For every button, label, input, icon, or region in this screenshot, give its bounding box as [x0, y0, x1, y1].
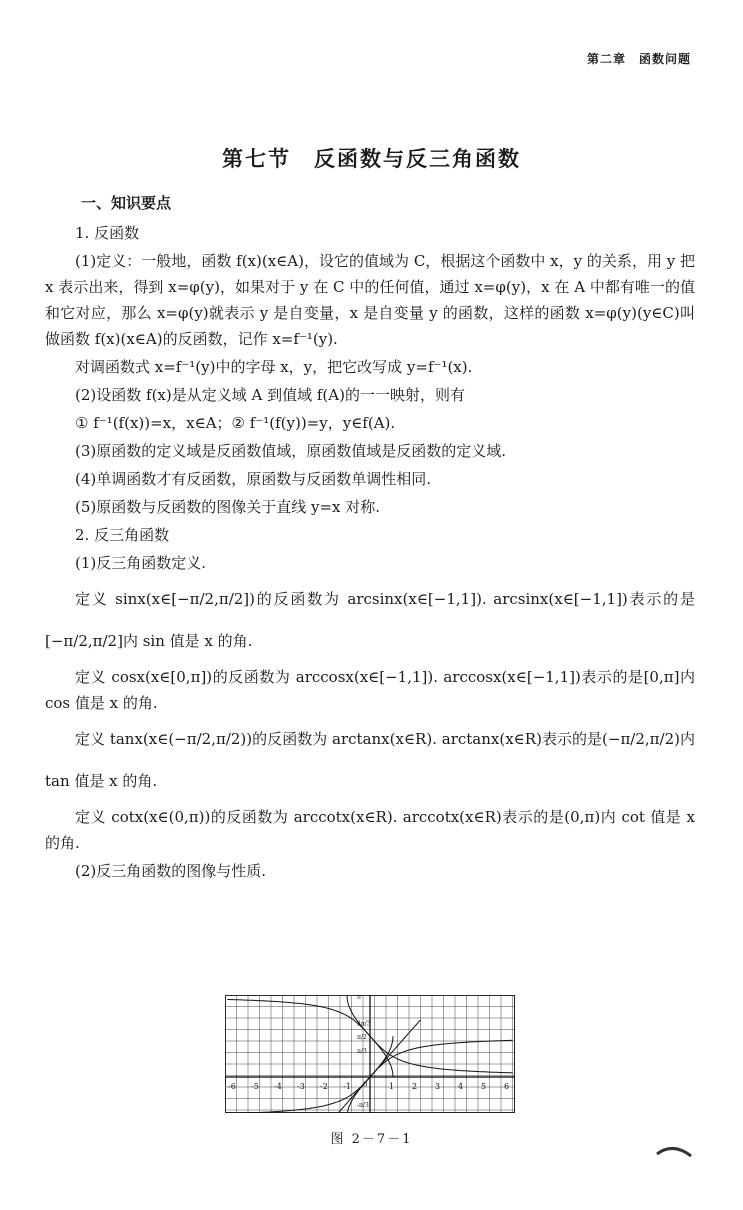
x-tick-label: -2 [320, 1082, 328, 1091]
x-tick-label: -5 [251, 1082, 259, 1091]
x-tick-label: 2 [412, 1082, 418, 1091]
paragraph-inverse-trig: 2. 反三角函数 [75, 526, 170, 544]
paragraph-arccot: 定义 cotx(x∈(0,π))的反函数为 arccotx(x∈R). arccotx(x∈R)表示的是(0,π)内 cot 值是 x 的角. [45, 808, 695, 852]
y-tick-label: π [357, 995, 361, 1001]
inverse-trig-graph [225, 995, 515, 1113]
paragraph-definition: (1)定义：一般地，函数 f(x)(x∈A)，设它的值域为 C，根据这个函数中 x，y 的关系，用 y 把 x 表示出来，得到 x=φ(y)，如果对于 y 在 C 中的任何值，通过 x=φ(y)，x 在 A 中都有唯一的值和它对应，那么 x=φ(y)就表示 y 是自变量，x 是自变量 y 的函数，这样的函数 x=φ(y)(y∈C)叫做函数 f(x)(x∈A)的反函数，记作 x=f⁻¹(y). [45, 252, 695, 348]
x-tick-label: 1 [389, 1082, 395, 1091]
x-tick-label: 4 [458, 1082, 464, 1091]
x-tick-label: 5 [481, 1082, 487, 1091]
paragraph-identities: ① f⁻¹(f(x))=x，x∈A；② f⁻¹(f(y))=y，y∈f(A). [75, 414, 396, 432]
y-tick-label: -π/3 [357, 1102, 369, 1110]
y-tick-labels [357, 995, 371, 1109]
x-tick-label: -3 [297, 1082, 305, 1091]
line-y-equals-x [338, 1020, 421, 1113]
x-tick-label: 3 [435, 1082, 441, 1091]
x-tick-labels [228, 1081, 509, 1091]
paragraph-domain: (3)原函数的定义域是反函数值域，原函数值域是反函数的定义域. [75, 442, 507, 460]
chapter-header: 第二章 函数问题 [586, 52, 691, 66]
x-tick-label: -1 [343, 1082, 351, 1091]
main-content [45, 190, 695, 886]
paragraph-trig-definition: (1)反三角函数定义. [75, 554, 207, 572]
origin-label: 0 [363, 1081, 368, 1089]
paragraph-graph-properties: (2)反三角函数的图像与性质. [75, 862, 267, 880]
paragraph-arccos: 定义 cosx(x∈[0,π])的反函数为 arccosx(x∈[−1,1]). arccosx(x∈[−1,1])表示的是[0,π]内 cos 值是 x 的角. [45, 668, 695, 712]
y-tick-label: π/3 [357, 1047, 367, 1055]
paragraph-symmetry: (5)原函数与反函数的图像关于直线 y=x 对称. [75, 498, 381, 516]
x-tick-label: 6 [504, 1082, 510, 1091]
paragraph-arcsin: 定义 sinx(x∈[−π/2,π/2])的反函数为 arcsinx(x∈[−1,1]). arcsinx(x∈[−1,1])表示的是[−π/2,π/2]内 sin 值是 x 的角. [45, 590, 695, 650]
paragraph-mapping: (2)设函数 f(x)是从定义域 A 到值域 f(A)的一一映射，则有 [75, 386, 465, 404]
x-tick-label: -4 [274, 1082, 282, 1091]
graph-grid [225, 995, 515, 1113]
paragraph-arctan: 定义 tanx(x∈(−π/2,π/2))的反函数为 arctanx(x∈R). arctanx(x∈R)表示的是(−π/2,π/2)内 tan 值是 x 的角. [45, 730, 695, 790]
paragraph-inverse-function: 1. 反函数 [75, 224, 140, 242]
figure-caption: 图 2－7－1 [330, 1132, 413, 1147]
y-tick-label: 2π/3 [357, 1020, 371, 1028]
x-tick-label: -6 [228, 1082, 236, 1091]
knowledge-heading: 一、知识要点 [81, 194, 172, 212]
paragraph-monotonic: (4)单调函数才有反函数，原函数与反函数单调性相同. [75, 470, 432, 488]
paragraph-swap: 对调函数式 x=f⁻¹(y)中的字母 x，y，把它改写成 y=f⁻¹(x). [75, 358, 473, 376]
page-corner-mark [655, 1140, 695, 1170]
y-tick-label: π/2 [357, 1034, 367, 1042]
section-title: 第七节 反函数与反三角函数 [222, 147, 521, 171]
